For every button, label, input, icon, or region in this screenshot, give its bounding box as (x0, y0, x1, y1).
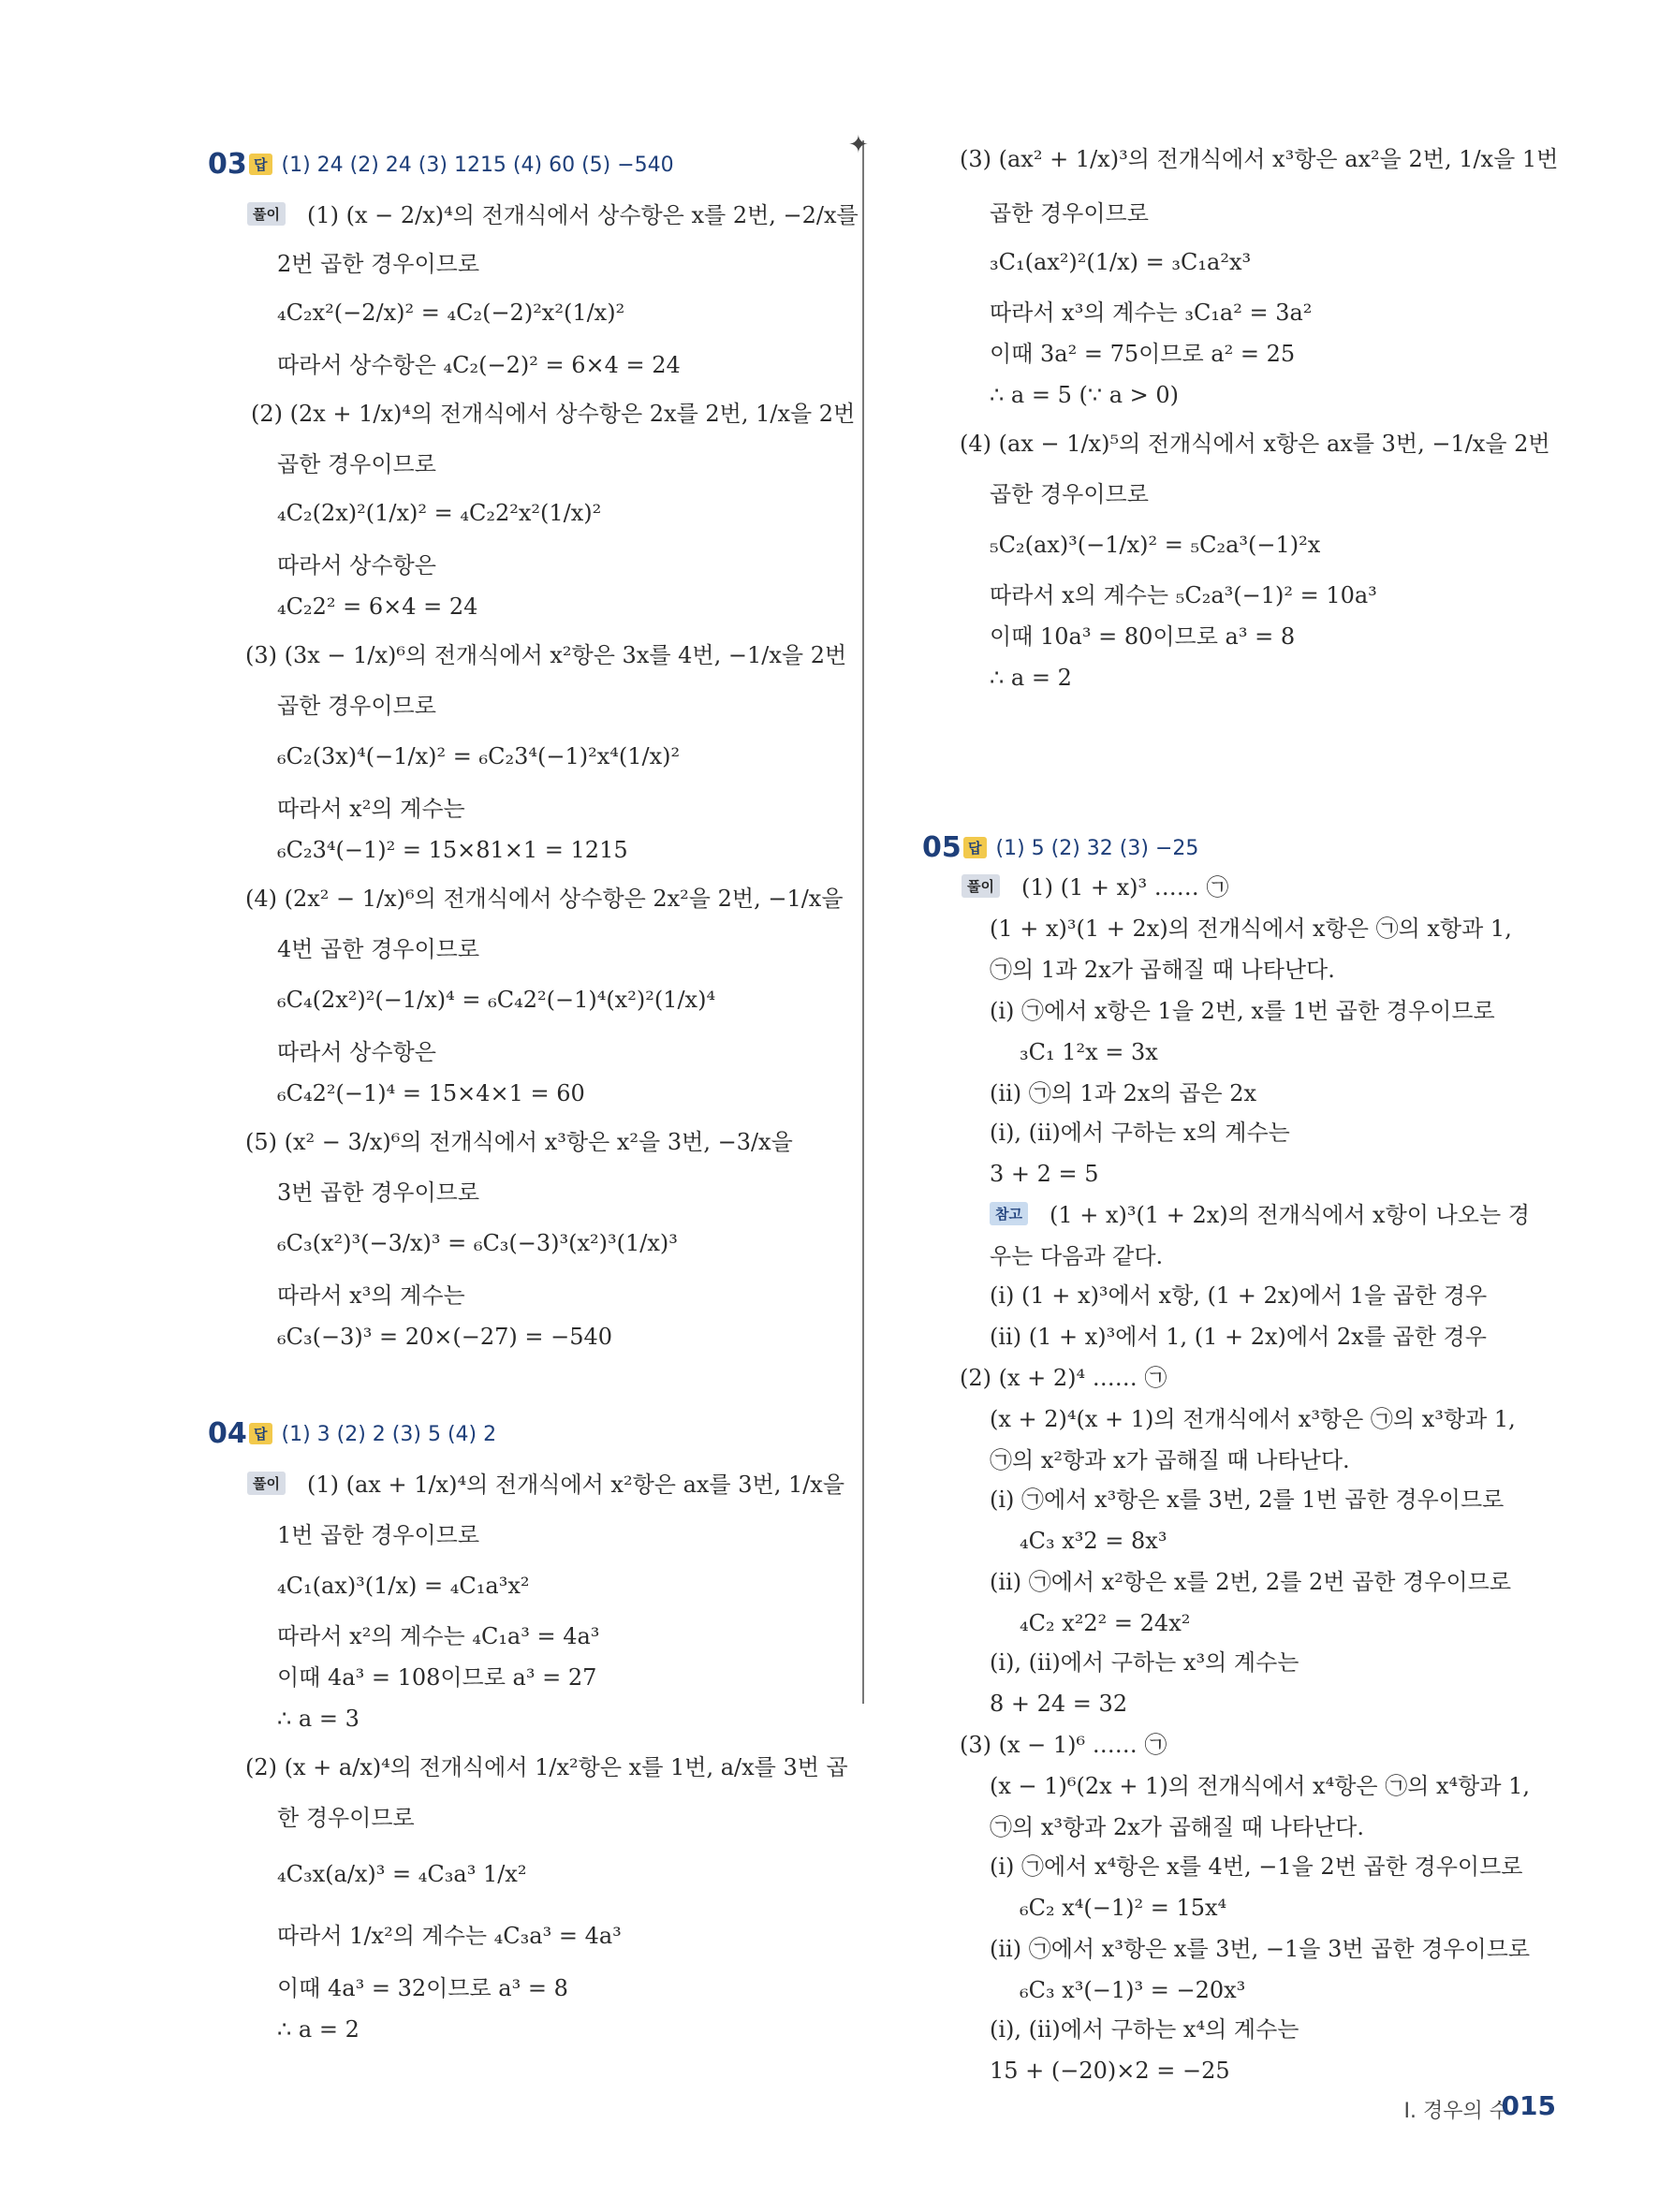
note-line: (ⅱ) (1 + x)³에서 1, (1 + 2x)에서 2x를 곱한 경우 (990, 1324, 1487, 1350)
solution-badge: 풀이 (247, 202, 286, 226)
answer-text: (1) 3 (2) 2 (3) 5 (4) 2 (281, 1423, 497, 1446)
solution-line: 이때 10a³ = 80이므로 a³ = 8 (990, 623, 1296, 650)
answer-text: (1) 24 (2) 24 (3) 1215 (4) 60 (5) −540 (281, 154, 674, 177)
solution-line: 1번 곱한 경우이므로 (277, 1522, 479, 1548)
solution-line: (1) (ax + 1/x)⁴의 전개식에서 x²항은 ax를 3번, 1/x을 (307, 1472, 845, 1498)
solution-line: (ⅰ), (ⅱ)에서 구하는 x³의 계수는 (990, 1649, 1299, 1676)
answer-badge: 답 (249, 154, 272, 175)
solution-line: (ⅰ) ㉠에서 x³항은 x를 3번, 2를 1번 곱한 경우이므로 (990, 1487, 1505, 1513)
solution-line: 따라서 상수항은 (277, 552, 436, 579)
solution-line: (ⅱ) ㉠의 1과 2x의 곱은 2x (990, 1080, 1257, 1106)
solution-line: (4) (2x² − 1/x)⁶의 전개식에서 상수항은 2x²을 2번, −1/x을 (245, 886, 844, 912)
solution-line: ₄C₂(2x)²(1/x)² = ₄C₂2²x²(1/x)² (277, 500, 602, 526)
answer-row-04 (249, 1423, 496, 1446)
solution-line: ₅C₂(ax)³(−1/x)² = ₅C₂a³(−1)²x (990, 532, 1321, 558)
solution-line: (ⅰ) ㉠에서 x⁴항은 x를 4번, −1을 2번 곱한 경우이므로 (990, 1853, 1523, 1880)
solution-line: ₆C₂3⁴(−1)² = 15×81×1 = 1215 (277, 837, 628, 863)
problem-number-04: 04 (208, 1417, 247, 1450)
solution-line: (x − 1)⁶(2x + 1)의 전개식에서 x⁴항은 ㉠의 x⁴항과 1, (990, 1773, 1531, 1799)
answer-row-03 (249, 154, 674, 177)
solution-line: 3번 곱한 경우이므로 (277, 1179, 479, 1206)
solution-line: (ⅰ) ㉠에서 x항은 1을 2번, x를 1번 곱한 경우이므로 (990, 998, 1495, 1024)
solution-line: ₃C₁(ax²)²(1/x) = ₃C₁a²x³ (990, 249, 1252, 275)
solution-badge: 풀이 (247, 1472, 286, 1495)
solution-line: ㉠의 1과 2x가 곱해질 때 나타난다. (990, 957, 1335, 983)
solution-line: (2) (x + a/x)⁴의 전개식에서 1/x²항은 x를 1번, a/x를 3번 곱 (245, 1754, 848, 1780)
note-line: 우는 다음과 같다. (990, 1243, 1164, 1269)
solution-line: 2번 곱한 경우이므로 (277, 251, 479, 277)
solution-line: ₆C₂(3x)⁴(−1/x)² = ₆C₂3⁴(−1)²x⁴(1/x)² (277, 743, 681, 769)
solution-line: ₃C₁ 1²x = 3x (1020, 1039, 1158, 1065)
solution-line: 따라서 x³의 계수는 (277, 1282, 465, 1309)
answer-row-05 (963, 837, 1198, 860)
solution-line: ₄C₂x²(−2/x)² = ₄C₂(−2)²x²(1/x)² (277, 300, 625, 326)
solution-line: 곱한 경우이므로 (990, 481, 1149, 507)
divider-ornament-icon: ✦ (848, 131, 869, 159)
solution-line: 곱한 경우이므로 (277, 451, 436, 477)
note-badge: 참고 (990, 1202, 1028, 1225)
solution-line: 이때 4a³ = 32이므로 a³ = 8 (277, 1975, 568, 2001)
note-line: (1 + x)³(1 + 2x)의 전개식에서 x항이 나오는 경 (1050, 1202, 1530, 1228)
solution-line: 따라서 1/x²의 계수는 ₄C₃a³ = 4a³ (277, 1923, 622, 1949)
solution-line: (ⅱ) ㉠에서 x³항은 x를 3번, −1을 3번 곱한 경우이므로 (990, 1936, 1531, 1962)
solution-line: (4) (ax − 1/x)⁵의 전개식에서 x항은 ax를 3번, −1/x을 2번 (960, 431, 1550, 457)
solution-line: 따라서 x²의 계수는 ₄C₁a³ = 4a³ (277, 1623, 600, 1649)
solution-line: (ⅰ), (ⅱ)에서 구하는 x의 계수는 (990, 1120, 1290, 1146)
solution-line: (ⅱ) ㉠에서 x²항은 x를 2번, 2를 2번 곱한 경우이므로 (990, 1569, 1511, 1595)
answer-text: (1) 5 (2) 32 (3) −25 (995, 837, 1199, 860)
answer-badge: 답 (249, 1423, 272, 1444)
solution-line: ₆C₄(2x²)²(−1/x)⁴ = ₆C₄2²(−1)⁴(x²)²(1/x)⁴ (277, 987, 716, 1013)
solution-line: 곱한 경우이므로 (277, 693, 436, 719)
note-line: (ⅰ) (1 + x)³에서 x항, (1 + 2x)에서 1을 곱한 경우 (990, 1282, 1488, 1309)
solution-line: (ⅰ), (ⅱ)에서 구하는 x⁴의 계수는 (990, 2016, 1299, 2043)
solution-line: ₆C₄2²(−1)⁴ = 15×4×1 = 60 (277, 1080, 585, 1106)
solution-line: 4번 곱한 경우이므로 (277, 936, 479, 962)
solution-line: (2) (x + 2)⁴ …… ㉠ (960, 1365, 1167, 1391)
solution-line: 따라서 상수항은 (277, 1039, 436, 1065)
solution-line: ₄C₃ x³2 = 8x³ (1020, 1528, 1167, 1554)
column-divider (862, 140, 864, 1704)
problem-number-05: 05 (922, 831, 962, 864)
problem-number-03: 03 (208, 148, 247, 181)
solution-line: 이때 3a² = 75이므로 a² = 25 (990, 341, 1296, 367)
solution-line: 따라서 상수항은 ₄C₂(−2)² = 6×4 = 24 (277, 352, 681, 378)
solution-line: (2) (2x + 1/x)⁴의 전개식에서 상수항은 2x를 2번, 1/x을 2번 (251, 401, 856, 427)
solution-line: (5) (x² − 3/x)⁶의 전개식에서 x³항은 x²을 3번, −3/x을 (245, 1129, 793, 1155)
solution-line: (1) (1 + x)³ …… ㉠ (1021, 874, 1229, 901)
solution-line: 따라서 x의 계수는 ₅C₂a³(−1)² = 10a³ (990, 582, 1377, 608)
solution-line: ∴ a = 2 (277, 2016, 360, 2043)
solution-line: 15 + (−20)×2 = −25 (990, 2058, 1230, 2084)
page-number: 015 (1501, 2090, 1556, 2121)
solution-line: ㉠의 x²항과 x가 곱해질 때 나타난다. (990, 1447, 1350, 1473)
solution-line: 한 경우이므로 (277, 1805, 415, 1831)
solution-line: 3 + 2 = 5 (990, 1161, 1099, 1187)
solution-line: 곱한 경우이므로 (990, 200, 1149, 227)
solution-line: ₆C₃ x³(−1)³ = −20x³ (1020, 1977, 1246, 2003)
solution-line: 이때 4a³ = 108이므로 a³ = 27 (277, 1664, 597, 1691)
solution-line: ₄C₂ x²2² = 24x² (1020, 1610, 1191, 1636)
solution-line: 따라서 x³의 계수는 ₃C₁a² = 3a² (990, 300, 1313, 326)
solution-line: ₄C₂2² = 6×4 = 24 (277, 593, 478, 620)
solution-line: ₄C₃x(a/x)³ = ₄C₃a³ 1/x² (277, 1861, 527, 1887)
footer-section-title: Ⅰ. 경우의 수 (1403, 2100, 1509, 2123)
solution-badge: 풀이 (962, 874, 1000, 898)
solution-line: ㉠의 x³항과 2x가 곱해질 때 나타난다. (990, 1814, 1364, 1840)
solution-line: ∴ a = 5 (∵ a > 0) (990, 382, 1180, 408)
solution-line: (3) (x − 1)⁶ …… ㉠ (960, 1732, 1167, 1758)
solution-line: ₆C₃(x²)³(−3/x)³ = ₆C₃(−3)³(x²)³(1/x)³ (277, 1230, 678, 1256)
solution-line: (3) (ax² + 1/x)³의 전개식에서 x³항은 ax²을 2번, 1/x을 1번 (960, 146, 1559, 172)
solution-line: 따라서 x²의 계수는 (277, 796, 465, 822)
solution-line: ∴ a = 3 (277, 1706, 360, 1732)
solution-line: ∴ a = 2 (990, 665, 1072, 691)
solution-line: (3) (3x − 1/x)⁶의 전개식에서 x²항은 3x를 4번, −1/x을 2번 (245, 642, 847, 668)
solution-line: (1) (x − 2/x)⁴의 전개식에서 상수항은 x를 2번, −2/x를 (307, 202, 859, 228)
solution-line: ₆C₃(−3)³ = 20×(−27) = −540 (277, 1324, 613, 1350)
solution-line: (1 + x)³(1 + 2x)의 전개식에서 x항은 ㉠의 x항과 1, (990, 916, 1512, 942)
solution-line: (x + 2)⁴(x + 1)의 전개식에서 x³항은 ㉠의 x³항과 1, (990, 1406, 1516, 1432)
solution-line: ₆C₂ x⁴(−1)² = 15x⁴ (1020, 1895, 1227, 1921)
solution-line: ₄C₁(ax)³(1/x) = ₄C₁a³x² (277, 1573, 530, 1599)
answer-badge: 답 (963, 837, 987, 858)
solution-line: 8 + 24 = 32 (990, 1691, 1128, 1717)
